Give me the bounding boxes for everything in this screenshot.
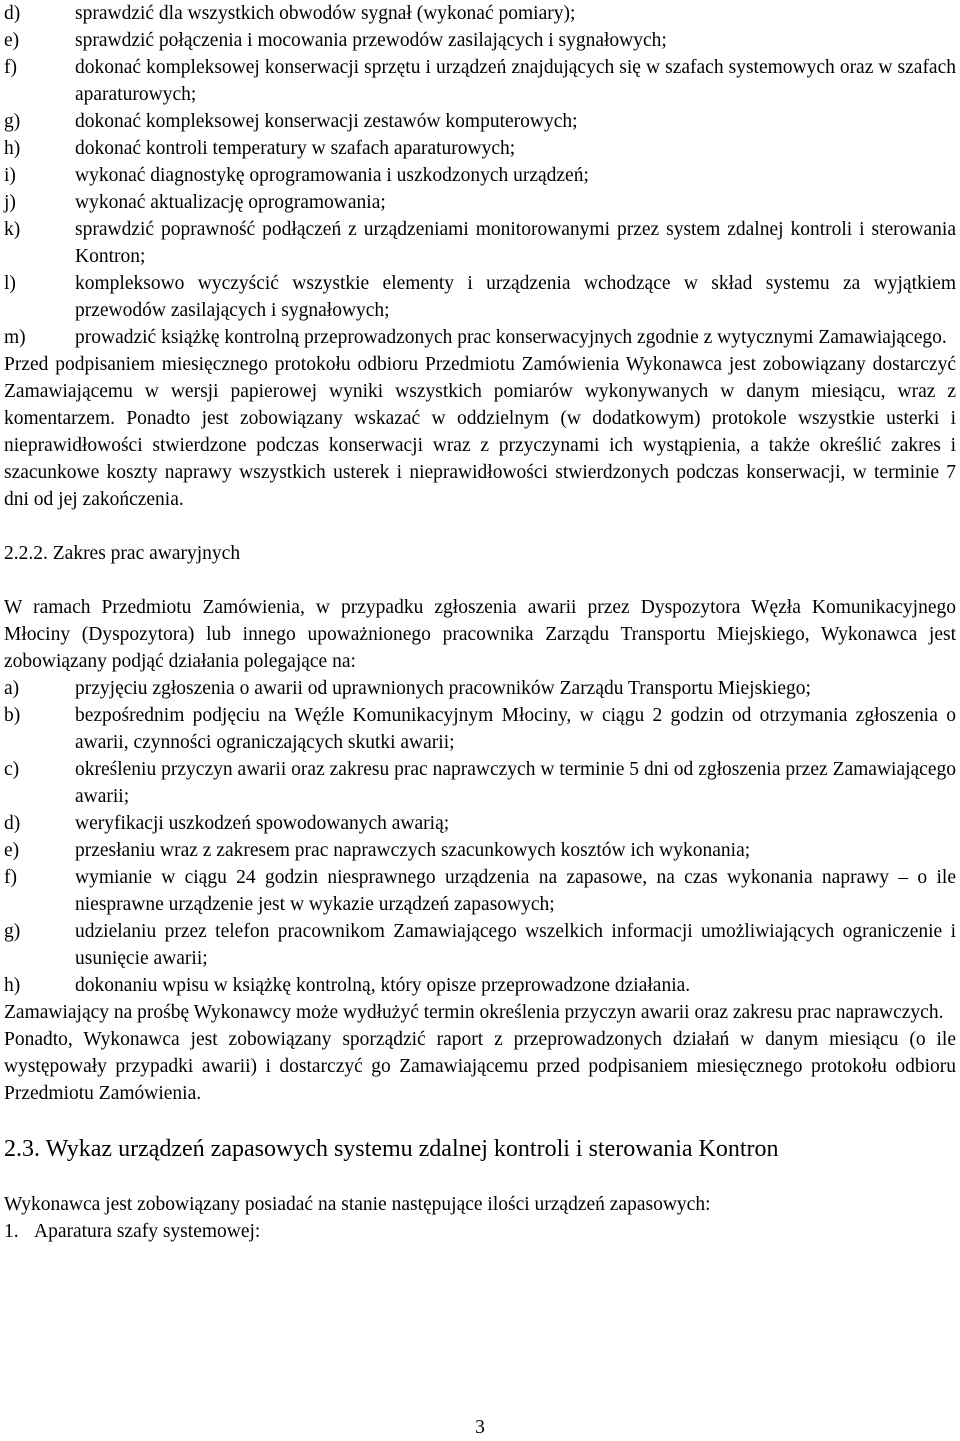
section-heading-2-2-2: 2.2.2. Zakres prac awaryjnych — [4, 543, 241, 564]
paragraph-report: Ponadto, Wykonawca jest zobowiązany sporządzić raport z przeprowadzonych działań w danym miesiącu (o ile występowały przypadki awarii) i dostarczyć go Zamawiającemu przed podpisaniem miesięcznego protokołu odbioru Przedmiotu Zamówienia. — [4, 1029, 956, 1104]
list-marker: g) — [4, 111, 21, 132]
list-item-text: dokonać kompleksowej konserwacji sprzętu i urządzeń znajdujących się w szafach systemowych oraz w szafach aparaturowych; — [75, 57, 956, 105]
section-heading-2-3: 2.3. Wykaz urządzeń zapasowych systemu zdalnej kontroli i sterowania Kontron — [4, 1136, 779, 1162]
list-item-text: dokonać kompleksowej konserwacji zestawów komputerowych; — [75, 111, 578, 132]
list-marker: d) — [4, 3, 21, 24]
emergency-task-list — [4, 675, 956, 999]
list-item-text: wykonać diagnostykę oprogramowania i uszkodzonych urządzeń; — [75, 165, 589, 186]
list-item — [4, 108, 956, 135]
list-item — [4, 216, 956, 270]
list-item-text: wykonać aktualizację oprogramowania; — [75, 192, 386, 213]
list-item-text: przesłaniu wraz z zakresem prac naprawczych szacunkowych kosztów ich wykonania; — [75, 840, 751, 861]
paragraph-emergency-scope: W ramach Przedmiotu Zamówienia, w przypadku zgłoszenia awarii przez Dyspozytora Węzła Komunikacyjnego Młociny (Dyspozytora) lub innego upoważnionego pracownika Zarządu Transportu Miejskiego, Wykonawca jest zobowiązany podjąć działania polegające na: — [4, 597, 956, 672]
paragraph-protocol: Przed podpisaniem miesięcznego protokołu odbioru Przedmiotu Zamówienia Wykonawca jest zobowiązany dostarczyć Zamawiającemu w wersji papierowej wyniki wszystkich pomiarów wykonywanych w danym miesiącu, wraz z komentarzem. Ponadto jest zobowiązany wskazać w oddzielnym (w dodatkowym) protokole wszystkie usterki i nieprawidłowości stwierdzone podczas konserwacji wraz z przyczynami ich wystąpienia, a także określić zakres i szacunkowe koszty naprawy wszystkich usterek i nieprawidłowości stwierdzonych podczas konserwacji, w terminie 7 dni od jej zakończenia. — [4, 354, 956, 510]
list-item — [4, 135, 956, 162]
list-item — [4, 675, 956, 702]
list-item-text: dokonać kontroli temperatury w szafach aparaturowych; — [75, 138, 516, 159]
list-item — [4, 864, 956, 918]
list-marker: h) — [4, 975, 21, 996]
spare-device-list — [4, 1218, 956, 1245]
list-marker: e) — [4, 840, 20, 861]
spacer — [4, 513, 956, 540]
spacer — [4, 567, 956, 594]
list-item — [4, 972, 956, 999]
list-marker: f) — [4, 867, 17, 888]
list-item — [4, 324, 956, 351]
document-page — [4, 0, 956, 1245]
list-item — [4, 189, 956, 216]
list-marker: e) — [4, 30, 20, 51]
list-marker: j) — [4, 192, 16, 213]
list-marker: d) — [4, 813, 21, 834]
list-item-text: kompleksowo wyczyścić wszystkie elementy i urządzenia wchodzące w skład systemu za wyjątkiem przewodów zasilających i sygnałowych; — [75, 273, 956, 321]
list-item-text: Aparatura szafy systemowej: — [34, 1221, 261, 1242]
list-item — [4, 837, 956, 864]
list-item-text: określeniu przyczyn awarii oraz zakresu prac naprawczych w terminie 5 dni od zgłoszenia przez Zamawiającego awarii; — [75, 759, 956, 807]
list-item-text: sprawdzić dla wszystkich obwodów sygnał (wykonać pomiary); — [75, 3, 576, 24]
list-item — [4, 702, 956, 756]
list-marker: h) — [4, 138, 21, 159]
list-marker: a) — [4, 678, 20, 699]
paragraph-spare-devices: Wykonawca jest zobowiązany posiadać na stanie następujące ilości urządzeń zapasowych: — [4, 1194, 711, 1215]
list-item-text: sprawdzić poprawność podłączeń z urządzeniami monitorowanymi przez system zdalnej kontroli i sterowania Kontron; — [75, 219, 956, 267]
list-marker: m) — [4, 327, 26, 348]
list-item — [4, 756, 956, 810]
list-item — [4, 810, 956, 837]
spacer — [4, 1107, 956, 1134]
list-item-text: prowadzić książkę kontrolną przeprowadzonych prac konserwacyjnych zgodnie z wytycznymi Zamawiającego. — [75, 327, 947, 348]
list-marker: f) — [4, 57, 17, 78]
list-item-text: wymianie w ciągu 24 godzin niesprawnego urządzenia na zapasowe, na czas wykonania naprawy – o ile niesprawne urządzenie jest w wykazie urządzeń zapasowych; — [75, 867, 956, 915]
list-item — [4, 27, 956, 54]
paragraph-extension: Zamawiający na prośbę Wykonawcy może wydłużyć termin określenia przyczyn awarii oraz zakresu prac naprawczych. — [4, 1002, 944, 1023]
list-item — [4, 918, 956, 972]
list-item — [4, 1218, 956, 1245]
maintenance-task-list — [4, 0, 956, 351]
list-item-text: weryfikacji uszkodzeń spowodowanych awarią; — [75, 813, 450, 834]
list-marker: i) — [4, 165, 16, 186]
page-number: 3 — [475, 1417, 485, 1438]
list-item-text: bezpośrednim podjęciu na Węźle Komunikacyjnym Młociny, w ciągu 2 godzin od otrzymania zgłoszenia o awarii, czynności ograniczających skutki awarii; — [75, 705, 956, 753]
list-marker: g) — [4, 921, 21, 942]
list-marker: k) — [4, 219, 21, 240]
list-item-text: sprawdzić połączenia i mocowania przewodów zasilających i sygnałowych; — [75, 30, 667, 51]
list-marker: 1. — [4, 1221, 19, 1242]
list-item — [4, 270, 956, 324]
list-item-text: przyjęciu zgłoszenia o awarii od uprawnionych pracowników Zarządu Transportu Miejskiego; — [75, 678, 811, 699]
list-item — [4, 162, 956, 189]
list-marker: b) — [4, 705, 21, 726]
list-marker: l) — [4, 273, 16, 294]
list-item-text: udzielaniu przez telefon pracownikom Zamawiającego wszelkich informacji umożliwiających ograniczenie i usunięcie awarii; — [75, 921, 956, 969]
list-item-text: dokonaniu wpisu w książkę kontrolną, który opisze przeprowadzone działania. — [75, 975, 691, 996]
list-item — [4, 0, 956, 27]
spacer — [4, 1164, 956, 1191]
list-marker: c) — [4, 759, 20, 780]
list-item — [4, 54, 956, 108]
